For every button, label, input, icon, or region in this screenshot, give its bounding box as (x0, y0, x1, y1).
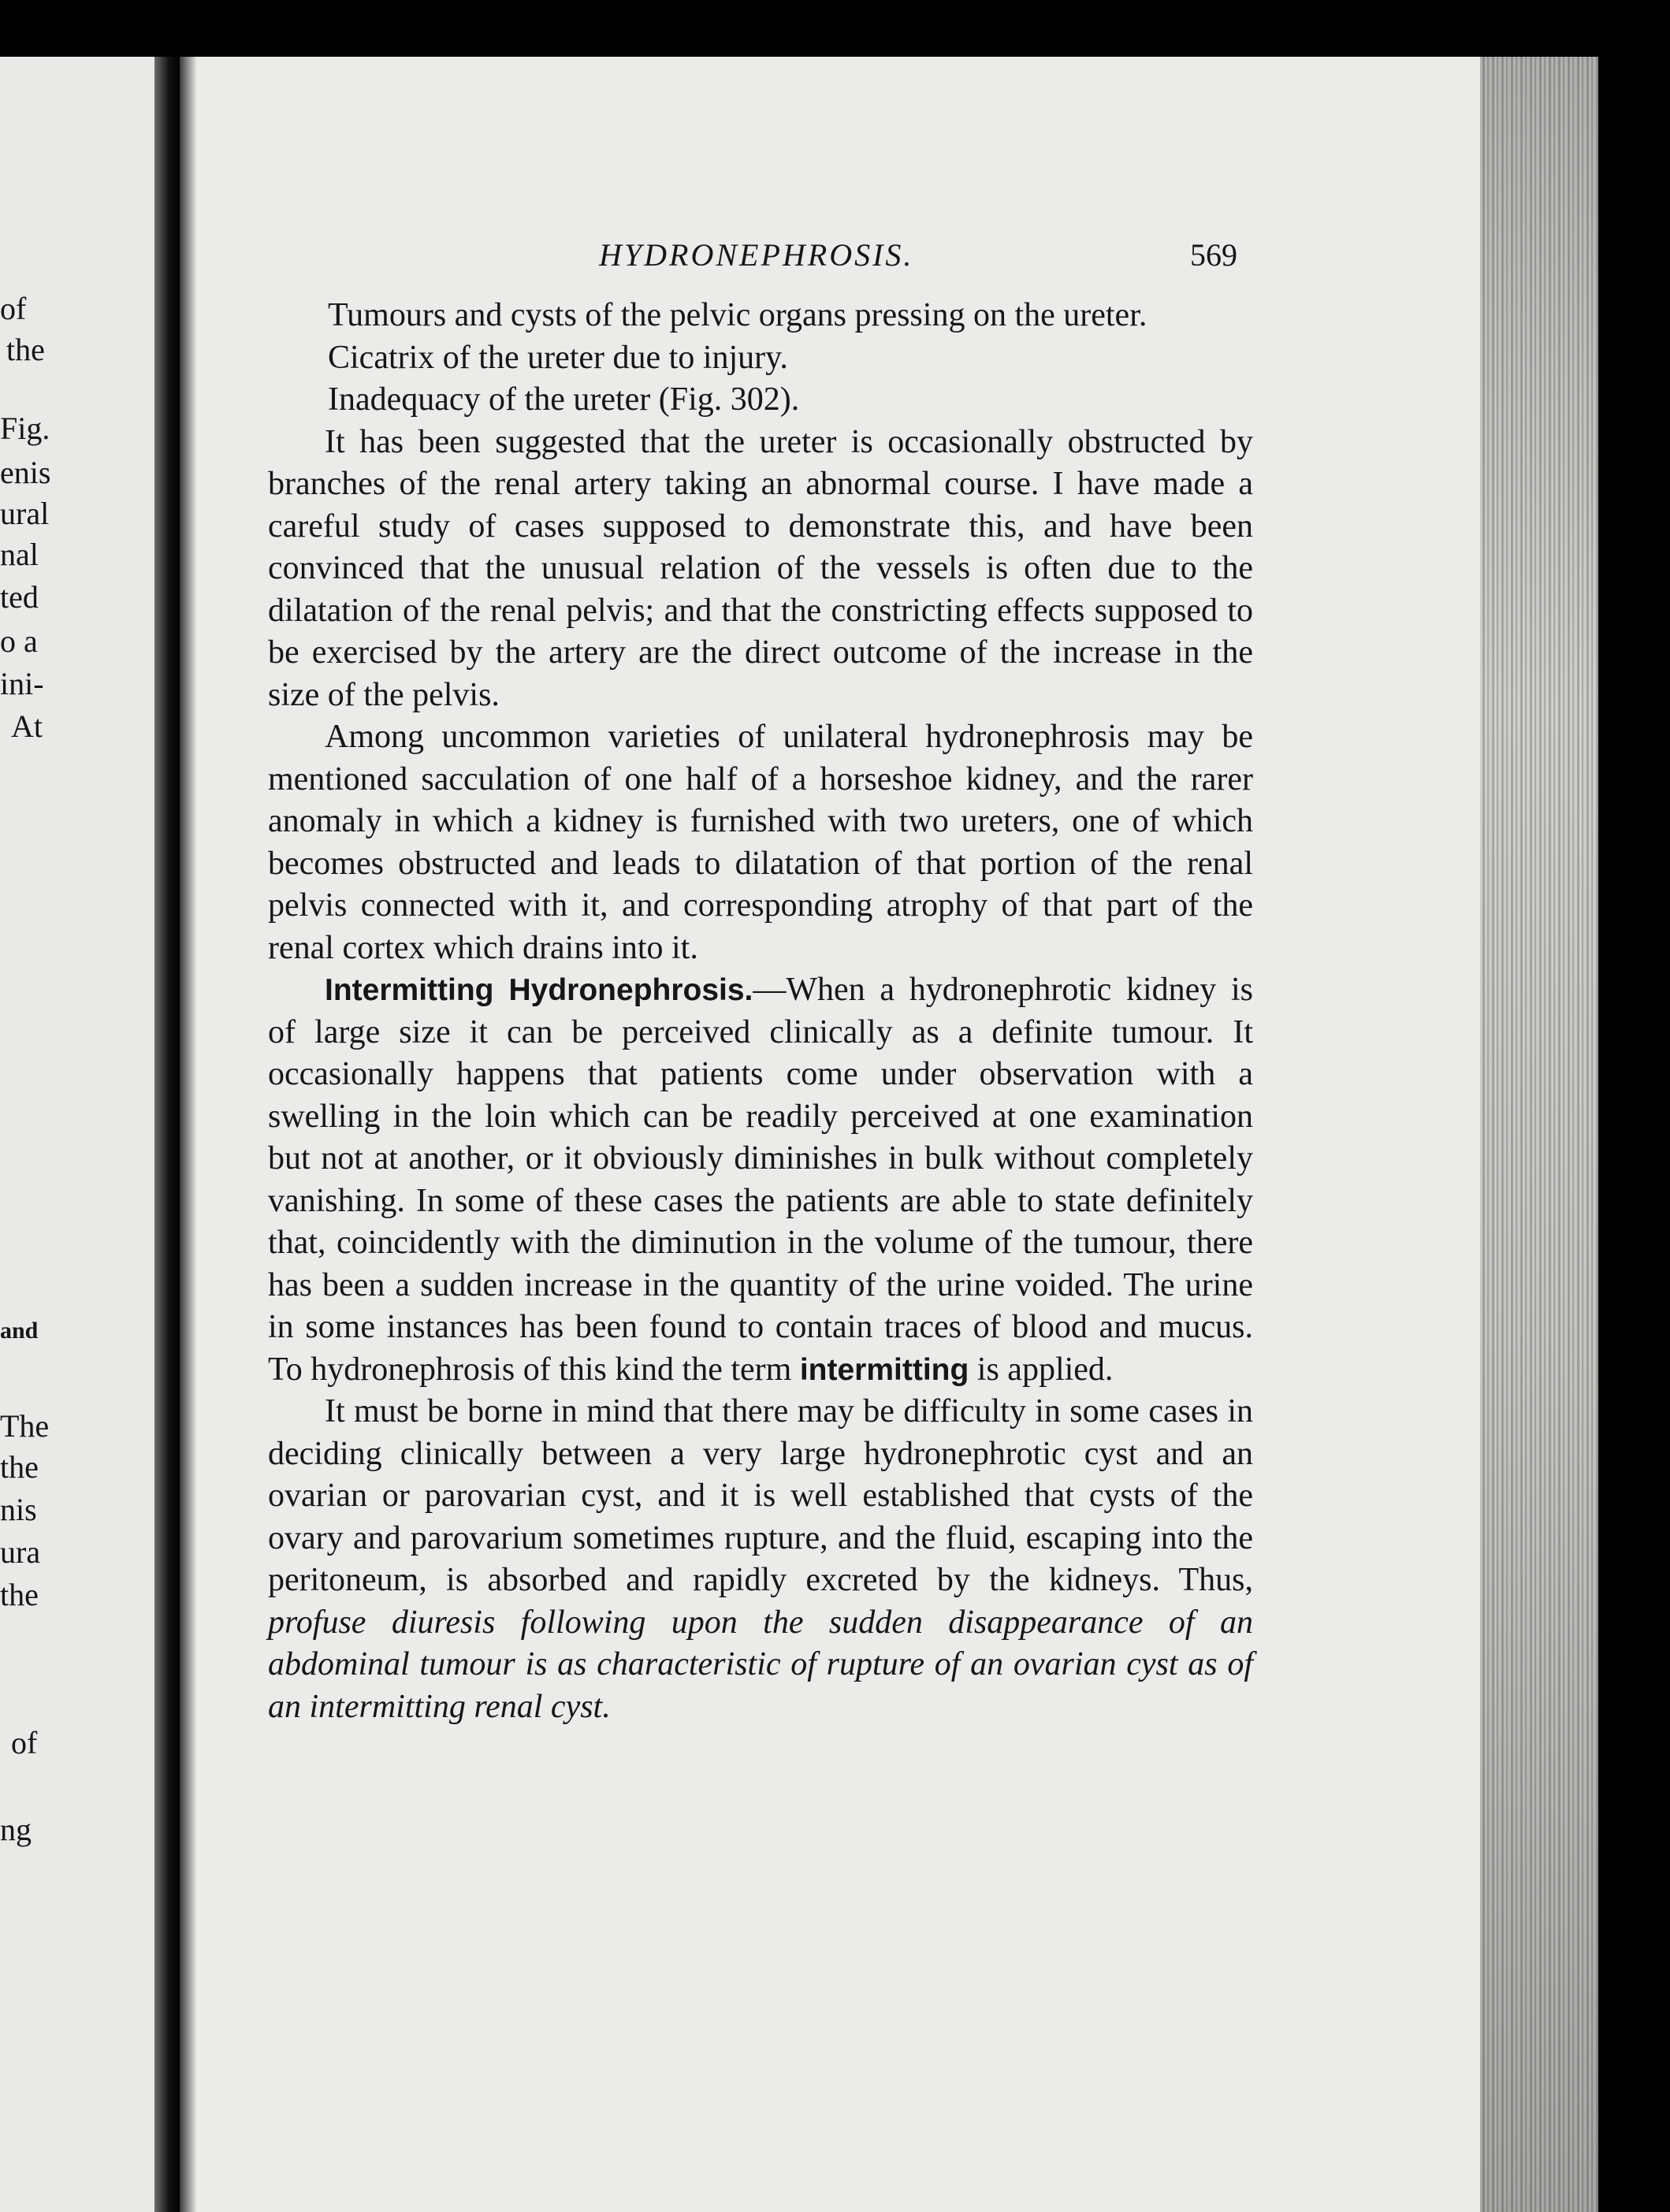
paragraph-ovarian-cyst (268, 1391, 1253, 1728)
left-margin-word: ng (0, 1812, 32, 1847)
list-item: Tumours and cysts of the pelvic organs pressing on the ureter. (328, 297, 1147, 333)
left-facing-page (0, 57, 154, 2212)
list-item: Cicatrix of the ureter due to injury. (328, 339, 788, 376)
left-margin-word: of (0, 291, 27, 326)
left-margin-word: enis (0, 455, 51, 490)
left-margin-word: The (0, 1408, 50, 1444)
left-margin-word: o a (0, 623, 38, 659)
left-margin-word: the (6, 332, 45, 367)
left-margin-word: ural (0, 496, 50, 531)
running-title: HYDRONEPHROSIS. (599, 237, 914, 273)
page-edge-shadow (180, 57, 197, 2212)
italic-emphasis: profuse diuresis following upon the sudden disappearance of an abdominal tumour is as characteristic of rupture of an ovarian cyst as of an intermitting renal cyst. (268, 1604, 1253, 1725)
left-margin-word: the (0, 1449, 39, 1485)
gutter-shadow (154, 57, 181, 2212)
page-stack-shade (1480, 57, 1598, 2212)
list-item: Inadequacy of the ureter (Fig. 302). (328, 381, 800, 418)
page-number: 569 (1190, 237, 1237, 273)
paragraph-intermitting-hydronephrosis (268, 969, 1253, 1391)
paragraph-uncommon-varieties: Among uncommon varieties of unilateral hydronephrosis may be mentioned sacculation of one half of a horseshoe kidney, and the rarer anomaly in which a kidney is furnished with two ureters, one of which becomes obstructed and leads to dilatation of that portion of the renal pelvis connected with it, and corresponding atrophy of that part of the renal cortex which drains into it. (268, 719, 1253, 966)
left-margin-word: ini- (0, 666, 44, 701)
left-margin-word: ura (0, 1534, 41, 1570)
paragraph-text: is applied. (976, 1351, 1114, 1388)
bold-term: intermitting (799, 1352, 969, 1387)
right-background (1598, 0, 1670, 2212)
left-margin-word: nis (0, 1492, 37, 1527)
left-margin-word: of (11, 1725, 38, 1760)
section-heading: Intermitting Hydronephrosis. (325, 973, 753, 1007)
running-head (276, 236, 1237, 276)
left-margin-word: At (11, 708, 43, 744)
paragraph-text: It must be borne in mind that there may be difficulty in some cases in deciding clinically between a very large hydronephrotic cyst and an ovarian or parovarian cyst, and it is well established that cysts of the ovary and parovarium sometimes rupture, and the fluid, escaping into the peritoneum, is absorbed and rapidly excreted by the kidneys. Thus, (268, 1393, 1253, 1598)
paragraph-ureter-branches: It has been suggested that the ureter is occasionally obstructed by branches of the renal artery taking an abnormal course. I have made a careful study of cases supposed to demonstrate this, and have been convinced that the unusual relation of the vessels is often due to the dilatation of the renal pelvis; and that the constricting effects supposed to be exercised by the artery are the direct outcome of the increase in the size of the pelvis. (268, 423, 1253, 713)
body-text (268, 295, 1253, 1728)
left-margin-word: Fig. (0, 411, 50, 446)
left-margin-word: ted (0, 579, 39, 615)
left-margin-word: the (0, 1577, 39, 1612)
left-margin-word: and (0, 1318, 39, 1344)
paragraph-text: —When a hydronephrotic kidney is of large size it can be perceived clinically as a definite tumour. It occasionally happens that patients come under observation with a swelling in the loin which can be readily perceived at one examination but not at another, or it obviously diminishes in bulk without completely vanishing. In some of these cases the patients are able to state definitely that, coincidently with the diminution in the volume of the tumour, there has been a sudden increase in the quantity of the urine voided. The urine in some instances has been found to contain traces of blood and mucus. To hydronephrosis of this kind the term (268, 972, 1254, 1388)
left-margin-word: nal (0, 537, 39, 572)
